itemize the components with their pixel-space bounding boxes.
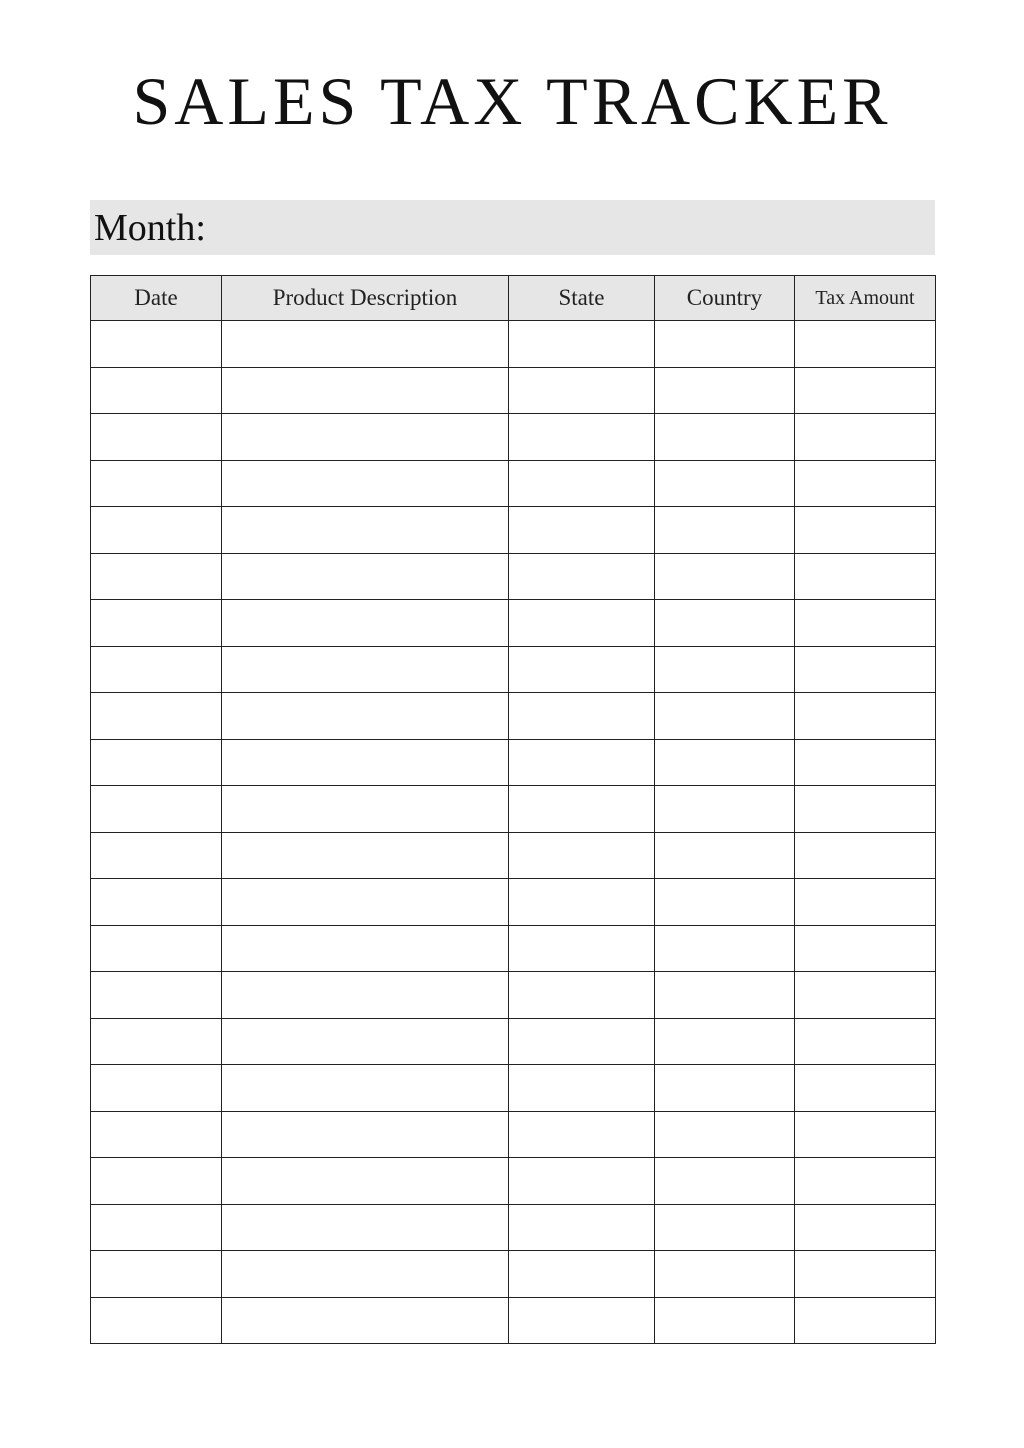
table-row (91, 600, 936, 647)
country-cell[interactable] (655, 1297, 795, 1344)
table-row (91, 507, 936, 554)
country-cell[interactable] (655, 367, 795, 414)
product-description-cell[interactable] (222, 367, 509, 414)
table-row (91, 553, 936, 600)
tax-amount-cell[interactable] (795, 693, 936, 740)
date-cell[interactable] (91, 1018, 222, 1065)
state-cell[interactable] (509, 646, 655, 693)
product-description-cell[interactable] (222, 600, 509, 647)
country-cell[interactable] (655, 1251, 795, 1298)
product-description-cell[interactable] (222, 1065, 509, 1112)
tax-amount-cell[interactable] (795, 879, 936, 926)
product-description-cell[interactable] (222, 925, 509, 972)
country-cell[interactable] (655, 507, 795, 554)
tax-amount-cell[interactable] (795, 739, 936, 786)
date-cell[interactable] (91, 600, 222, 647)
country-cell[interactable] (655, 553, 795, 600)
tax-amount-cell[interactable] (795, 414, 936, 461)
country-cell[interactable] (655, 786, 795, 833)
tax-amount-cell[interactable] (795, 507, 936, 554)
country-cell[interactable] (655, 925, 795, 972)
date-cell[interactable] (91, 1251, 222, 1298)
date-cell[interactable] (91, 1065, 222, 1112)
country-cell[interactable] (655, 1204, 795, 1251)
tax-amount-cell[interactable] (795, 786, 936, 833)
country-cell[interactable] (655, 693, 795, 740)
header-state: State (509, 276, 655, 321)
state-cell[interactable] (509, 321, 655, 368)
table-body (91, 321, 936, 1344)
state-cell[interactable] (509, 739, 655, 786)
tax-amount-cell[interactable] (795, 925, 936, 972)
table-row (91, 321, 936, 368)
table-row (91, 646, 936, 693)
page-title: SALES TAX TRACKER (132, 63, 892, 139)
date-cell[interactable] (91, 1297, 222, 1344)
country-cell[interactable] (655, 972, 795, 1019)
product-description-cell[interactable] (222, 507, 509, 554)
product-description-cell[interactable] (222, 879, 509, 926)
table-row (91, 1065, 936, 1112)
product-description-cell[interactable] (222, 1158, 509, 1205)
month-label: Month: (94, 207, 206, 249)
product-description-cell[interactable] (222, 972, 509, 1019)
product-description-cell[interactable] (222, 553, 509, 600)
tax-amount-cell[interactable] (795, 1158, 936, 1205)
country-cell[interactable] (655, 1065, 795, 1112)
tax-amount-cell[interactable] (795, 321, 936, 368)
country-cell[interactable] (655, 600, 795, 647)
product-description-cell[interactable] (222, 1111, 509, 1158)
tax-amount-cell[interactable] (795, 1204, 936, 1251)
country-cell[interactable] (655, 414, 795, 461)
product-description-cell[interactable] (222, 460, 509, 507)
product-description-cell[interactable] (222, 646, 509, 693)
country-cell[interactable] (655, 879, 795, 926)
tax-amount-cell[interactable] (795, 553, 936, 600)
tax-amount-cell[interactable] (795, 1251, 936, 1298)
header-date: Date (91, 276, 222, 321)
date-cell[interactable] (91, 879, 222, 926)
state-cell[interactable] (509, 460, 655, 507)
country-cell[interactable] (655, 832, 795, 879)
date-cell[interactable] (91, 1111, 222, 1158)
table-row (91, 1158, 936, 1205)
product-description-cell[interactable] (222, 1204, 509, 1251)
tax-amount-cell[interactable] (795, 832, 936, 879)
product-description-cell[interactable] (222, 786, 509, 833)
state-cell[interactable] (509, 1204, 655, 1251)
country-cell[interactable] (655, 1111, 795, 1158)
table-row (91, 1204, 936, 1251)
tax-amount-cell[interactable] (795, 972, 936, 1019)
tax-amount-cell[interactable] (795, 1111, 936, 1158)
state-cell[interactable] (509, 832, 655, 879)
state-cell[interactable] (509, 693, 655, 740)
table-row (91, 1111, 936, 1158)
table-header-row (91, 276, 936, 321)
state-cell[interactable] (509, 1018, 655, 1065)
date-cell[interactable] (91, 786, 222, 833)
state-cell[interactable] (509, 553, 655, 600)
tax-amount-cell[interactable] (795, 1297, 936, 1344)
tax-amount-cell[interactable] (795, 600, 936, 647)
date-cell[interactable] (91, 460, 222, 507)
state-cell[interactable] (509, 414, 655, 461)
table-row (91, 460, 936, 507)
state-cell[interactable] (509, 1158, 655, 1205)
product-description-cell[interactable] (222, 832, 509, 879)
state-cell[interactable] (509, 879, 655, 926)
product-description-cell[interactable] (222, 1251, 509, 1298)
state-cell[interactable] (509, 1251, 655, 1298)
date-cell[interactable] (91, 646, 222, 693)
date-cell[interactable] (91, 367, 222, 414)
country-cell[interactable] (655, 1158, 795, 1205)
table-row (91, 786, 936, 833)
date-cell[interactable] (91, 1204, 222, 1251)
date-cell[interactable] (91, 972, 222, 1019)
table-row (91, 1251, 936, 1298)
country-cell[interactable] (655, 460, 795, 507)
state-cell[interactable] (509, 786, 655, 833)
table-row (91, 1297, 936, 1344)
table-row (91, 414, 936, 461)
table-row (91, 879, 936, 926)
header-country: Country (655, 276, 795, 321)
country-cell[interactable] (655, 1018, 795, 1065)
product-description-cell[interactable] (222, 321, 509, 368)
state-cell[interactable] (509, 1065, 655, 1112)
state-cell[interactable] (509, 367, 655, 414)
state-cell[interactable] (509, 600, 655, 647)
product-description-cell[interactable] (222, 693, 509, 740)
month-field[interactable] (90, 200, 935, 255)
tax-amount-cell[interactable] (795, 460, 936, 507)
table-row (91, 739, 936, 786)
product-description-cell[interactable] (222, 1297, 509, 1344)
date-cell[interactable] (91, 1158, 222, 1205)
date-cell[interactable] (91, 693, 222, 740)
date-cell[interactable] (91, 321, 222, 368)
state-cell[interactable] (509, 507, 655, 554)
date-cell[interactable] (91, 414, 222, 461)
country-cell[interactable] (655, 321, 795, 368)
tax-amount-cell[interactable] (795, 367, 936, 414)
tax-amount-cell[interactable] (795, 646, 936, 693)
table-row (91, 832, 936, 879)
product-description-cell[interactable] (222, 739, 509, 786)
table-row (91, 972, 936, 1019)
header-product-description: Product Description (222, 276, 509, 321)
table-row (91, 925, 936, 972)
table-row (91, 693, 936, 740)
product-description-cell[interactable] (222, 414, 509, 461)
date-cell[interactable] (91, 507, 222, 554)
tax-amount-cell[interactable] (795, 1018, 936, 1065)
state-cell[interactable] (509, 1111, 655, 1158)
date-cell[interactable] (91, 553, 222, 600)
country-cell[interactable] (655, 739, 795, 786)
state-cell[interactable] (509, 972, 655, 1019)
table-row (91, 1018, 936, 1065)
header-tax-amount: Tax Amount (795, 276, 936, 321)
sales-tax-table (90, 275, 936, 1344)
country-cell[interactable] (655, 646, 795, 693)
state-cell[interactable] (509, 1297, 655, 1344)
state-cell[interactable] (509, 925, 655, 972)
product-description-cell[interactable] (222, 1018, 509, 1065)
table-row (91, 367, 936, 414)
tax-amount-cell[interactable] (795, 1065, 936, 1112)
date-cell[interactable] (91, 832, 222, 879)
date-cell[interactable] (91, 739, 222, 786)
date-cell[interactable] (91, 925, 222, 972)
